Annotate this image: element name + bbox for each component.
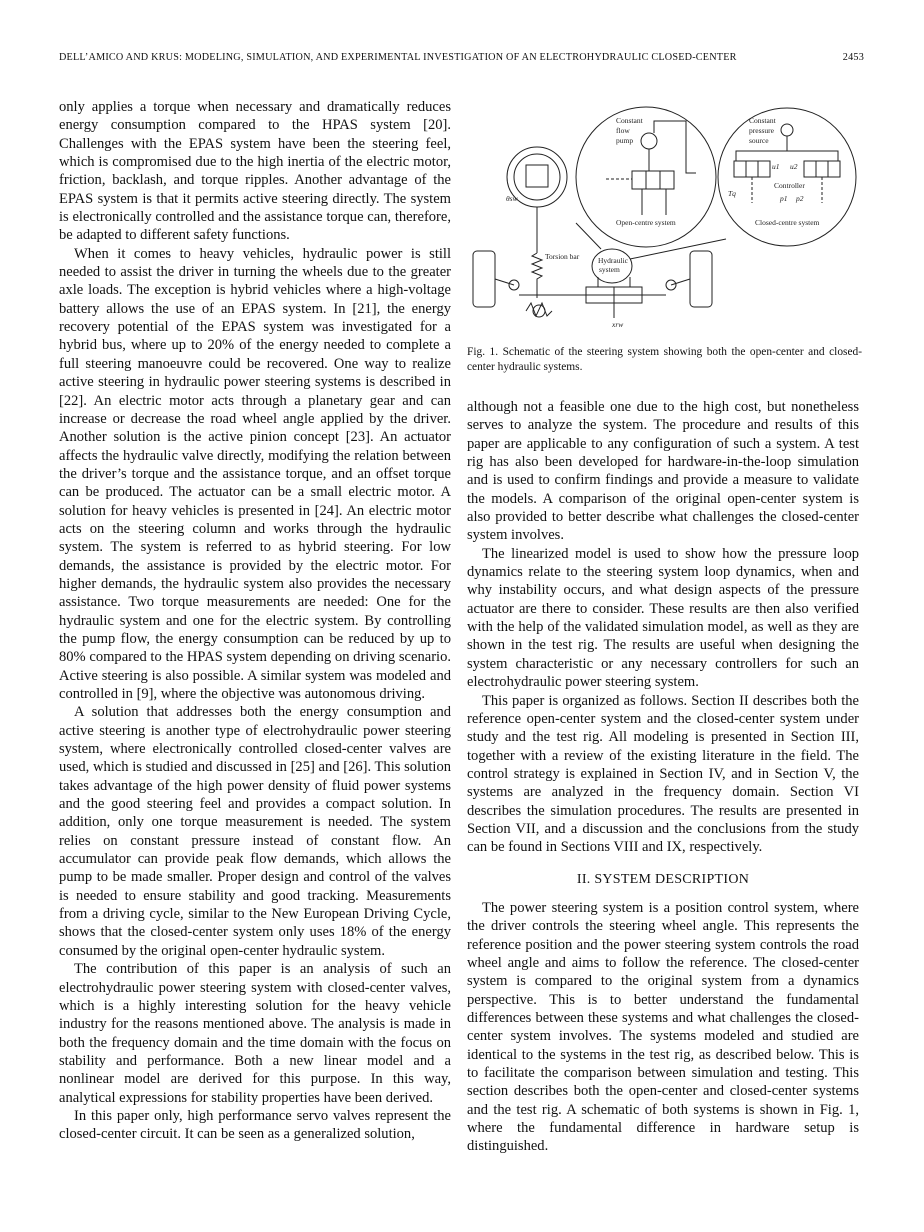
paragraph: The contribution of this paper is an analysis of such an electrohydraulic power steering system with closed-center valves, which is a highly interesting solution for the heavy vehicle industry for the reasons mentioned above. The analysis is made in both the frequency domain and the time domain with the focus on stability and performance. Both a new linear model and a nonlinear model are derived for this purpose. In this way, analytical expressions for stability properties have been derived.	[59, 961, 451, 1106]
figure-1-schematic	[466, 103, 862, 341]
page-number: 2453	[842, 52, 864, 63]
paragraph: In this paper only, high performance servo valves represent the closed-center circuit. It can be seen as a generalized solution,	[59, 1107, 451, 1143]
svg-text:pump: pump	[616, 136, 634, 145]
svg-text:pressure: pressure	[749, 126, 774, 135]
label-x-rw: xrw	[612, 320, 624, 329]
figure-caption: Fig. 1. Schematic of the steering system showing both the open-center and closed-center hydraulic systems.	[467, 346, 862, 373]
paragraph: A solution that addresses both the energy consumption and active steering is another type of electrohydraulic power steering system, where electronically controlled closed-center valves are used, which is studied and discussed in [25] and [26]. This solution takes advantage of the high power density of fluid power systems and the good steering feel and provides a compact solution. In addition, only one torque measurement is needed. The system relies on constant pressure instead of constant flow. An accumulator can provide peak flow demands, which allows the pump to be made smaller. Proper design and control of the valves is needed to ensure stability and good tracking. Measurements from a driving cycle, similar to the New European Driving Cycle, shows that the closed-center system only uses 18% of the energy consumed by the original open-center hydraulic system.	[59, 704, 451, 959]
label-p2: p2	[796, 194, 804, 203]
paragraph: although not a feasible one due to the high cost, but nonetheless serves to analyze the system. The procedure and results of this paper are applicable to any configuration of such a system. A test rig has also been developed for hardware-in-the-loop simulation and is used to confirm findings and provide a measure to validate the models. A comparison of the original open-center system is also provided to better describe what challenges the closed-center system involves.	[467, 399, 859, 544]
label-constant-pressure-source: Constant	[749, 116, 776, 125]
paragraph: When it comes to heavy vehicles, hydraulic power is still needed to assist the driver in turning the wheels due to the greater axle loads. The exception is hybrid vehicles where a high-voltage battery allows the use of an EPAS system. In [21], the energy recovery potential of the EPAS system was investigated for a hybrid bus, where up to 20% of the energy needed to complete a full steering manoeuvre could be recovered. One way to realize active steering in hydraulic power steering systems is described in [22]. An electric motor acts through a planetary gear and can increase or decrease the road wheel angle applied by the driver. Another solution is the active pinion concept [23]. An actuator affects the hydraulic valve directly, modifying the relation between the driver’s torque and the assistance torque, and an offset torque can be produced. The actuator can be a small electric motor. A solution for heavy vehicles is presented in [24]. An electric motor acts on the steering column and works through the hydraulic system. The system is referred to as hybrid steering. For low demands, the assistance is provided by the electric motor. For higher demands, the hydraulic system also provides the necessary assistance. Two torque measurements are needed: One for the hydraulic system and one for the electric system. By controlling the pump flow, the energy consumption can be reduced by up to 80% compared to the HPAS system depending on driving scenario. Active steering is also possible. A similar system was modeled and controlled in [9], where the objective was autonomous driving.	[59, 245, 451, 702]
left-column	[59, 98, 451, 1144]
steering-schematic	[466, 103, 862, 341]
label-p1: p1	[780, 194, 788, 203]
svg-text:source: source	[749, 136, 769, 145]
paragraph: only applies a torque when necessary and dramatically reduces energy consumption compared to the HPAS system [20]. Challenges with the EPAS system have been the steering feel, which is compromised due to the high inertia of the electric motor, friction, backlash, and torque ripples. Another advantage of the EPAS system is that it permits active steering directly. The system is electronically controlled and the assistance torque can, therefore, be adapted to different safety functions.	[59, 99, 451, 244]
right-column	[467, 398, 859, 1156]
label-closed-centre: Closed-centre system	[755, 218, 820, 227]
running-header	[59, 52, 864, 63]
label-u1: u1	[772, 162, 780, 171]
paragraph: The power steering system is a position control system, where the driver controls the steering wheel angle. This represents the reference position and the power steering system controls the road wheel angle and aims to follow the reference. The closed-center system is compared to the original system from a dynamics perspective. This is to better understand the fundamental differences between these systems and what challenges the closed-center system involves. The systems modeled and studied are identical to the systems in the test rig, as described below. This is to facilitate the comparison between simulation and testing. This section describes both the open-center and closed-center systems and the test rig. A schematic of both systems is shown in Fig. 1, where the fundamental difference in hardware setup is distinguished.	[467, 899, 859, 1155]
svg-text:flow: flow	[616, 126, 630, 135]
label-controller: Controller	[774, 181, 805, 190]
section-heading: II. SYSTEM DESCRIPTION	[576, 871, 750, 887]
label-open-centre: Open-centre system	[616, 218, 676, 227]
label-tq: Tq	[728, 189, 736, 198]
svg-text:system: system	[599, 265, 620, 274]
header-title: DELL’AMICO AND KRUS: MODELING, SIMULATION, AND EXPERIMENTAL INVESTIGATION OF AN ELECTROHYDRAULIC CLOSED-CENTER	[59, 52, 737, 63]
paragraph: This paper is organized as follows. Section II describes both the reference open-center system and the closed-center system under study and the test rig. All modeling is presented in Section III, together with a review of the existing literature in the field. The control strategy is explained in Section IV, and in Section V, the systems are analyzed in the frequency domain. Section VI describes the simulation procedures. The results are presented in Section VII, and a discussion and the conclusions from the study can be found in Sections VIII and IX, respectively.	[467, 692, 859, 856]
paragraph: The linearized model is used to show how the pressure loop dynamics relate to the steering system loop dynamics, when and why instability occurs, and what design aspects of the pressure actuator are there to consider. These results are then also verified with the help of the validated simulation model, as well as they are shown in the test rig. The results are useful when designing the system characteristic or any necessary controllers for such an electrohydraulic power steering system.	[467, 545, 859, 691]
label-u2: u2	[790, 162, 798, 171]
label-constant-flow-pump: Constant	[616, 116, 643, 125]
label-hydraulic-system: Hydraulic	[598, 256, 628, 265]
label-theta-sw: θsw	[506, 194, 518, 203]
label-torsion-bar: Torsion bar	[545, 252, 580, 261]
